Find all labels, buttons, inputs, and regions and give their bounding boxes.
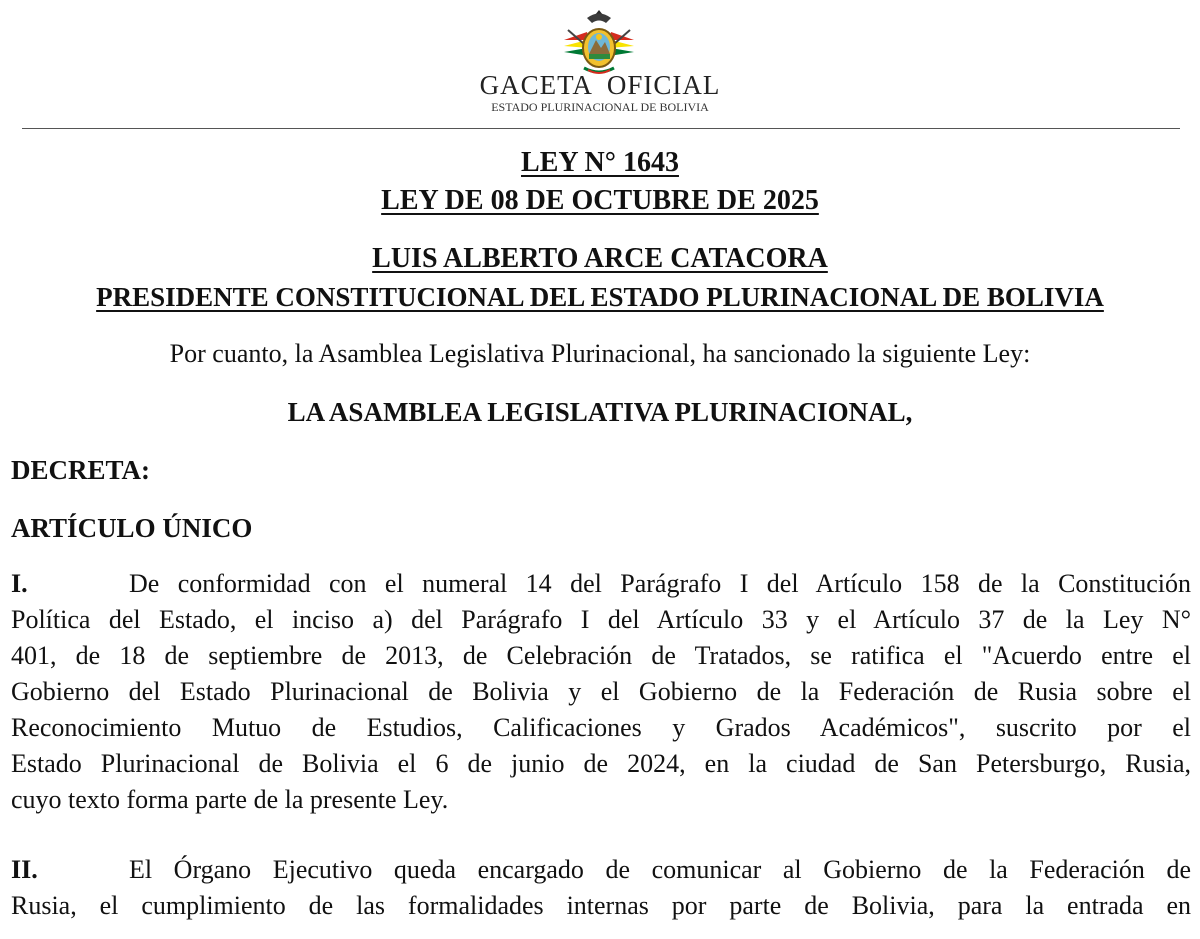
- paragraph-line: 401, de 18 de septiembre de 2013, de Celebración de Tratados, se ratifica el "Acuerdo entre el: [11, 641, 1191, 670]
- ley-number-heading: LEY N° 1643: [521, 147, 679, 178]
- paragraph-line: cuyo texto forma parte de la presente Ley.: [11, 785, 449, 814]
- paragraph-numeral: I.: [11, 569, 28, 598]
- header-divider: [22, 128, 1180, 129]
- gaceta-subtitle: ESTADO PLURINACIONAL DE BOLIVIA: [491, 100, 709, 114]
- article-title: ARTÍCULO ÚNICO: [11, 513, 253, 543]
- gaceta-title-right: OFICIAL: [606, 70, 721, 100]
- preamble-text: Por cuanto, la Asamblea Legislativa Plurinacional, ha sancionado la siguiente Ley:: [169, 339, 1031, 368]
- paragraph-numeral: II.: [11, 855, 38, 884]
- paragraph-i: [11, 566, 1191, 818]
- gaceta-title: [0, 70, 1200, 100]
- paragraph-line-text: El Órgano Ejecutivo queda encargado de comunicar al Gobierno de la Federación de: [129, 855, 1191, 884]
- paragraph-line: Rusia, el cumplimiento de las formalidades internas por parte de Bolivia, para la entrada en: [11, 891, 1191, 920]
- gaceta-title-left: GACETA: [479, 70, 593, 100]
- ley-date-heading: LEY DE 08 DE OCTUBRE DE 2025: [381, 185, 819, 216]
- paragraph-line-text: De conformidad con el numeral 14 del Parágrafo I del Artículo 158 de la Constitución: [129, 569, 1191, 598]
- paragraph-line: Gobierno del Estado Plurinacional de Bolivia y el Gobierno de la Federación de Rusia sobre el: [11, 677, 1191, 706]
- paragraph-line: Estado Plurinacional de Bolivia el 6 de junio de 2024, en la ciudad de San Petersburgo, Rusia,: [11, 749, 1191, 778]
- paragraph-line: [11, 852, 1191, 888]
- paragraph-line: Reconocimiento Mutuo de Estudios, Calificaciones y Grados Académicos", suscrito por el: [11, 713, 1191, 742]
- president-name-heading: LUIS ALBERTO ARCE CATACORA: [372, 243, 828, 274]
- paragraph-line: [11, 566, 1191, 602]
- paragraph-line: Política del Estado, el inciso a) del Parágrafo I del Artículo 33 y el Artículo 37 de la Ley N°: [11, 605, 1191, 634]
- president-title-heading: PRESIDENTE CONSTITUCIONAL DEL ESTADO PLURINACIONAL DE BOLIVIA: [96, 282, 1104, 312]
- assembly-heading: LA ASAMBLEA LEGISLATIVA PLURINACIONAL,: [287, 397, 913, 427]
- decreta-heading: DECRETA:: [11, 455, 151, 485]
- gaceta-masthead: [0, 0, 1200, 130]
- paragraph-ii: [11, 852, 1191, 924]
